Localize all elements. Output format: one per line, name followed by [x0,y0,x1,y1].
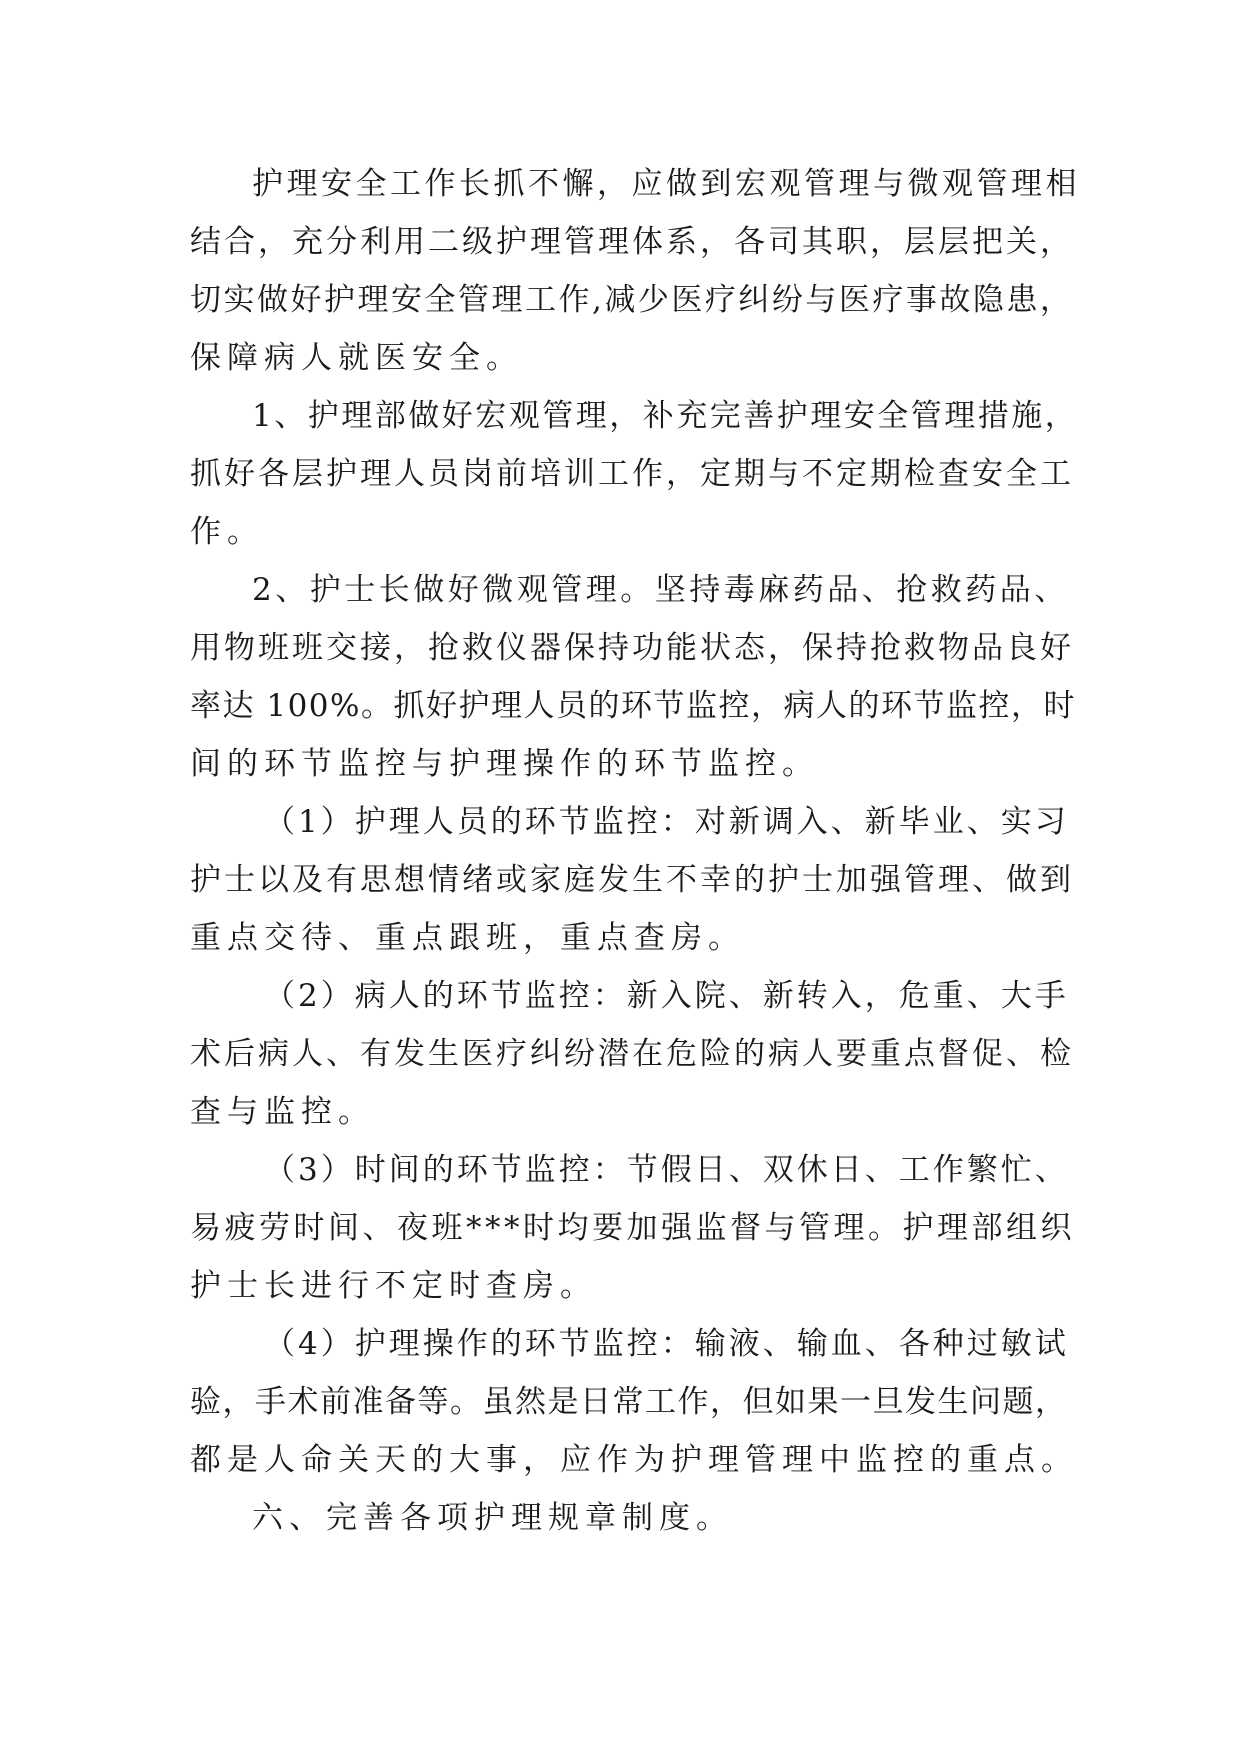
paragraph-line: 易疲劳时间、夜班***时均要加强监督与管理。护理部组织 [190,1210,1075,1246]
paragraph-line: 验，手术前准备等。虽然是日常工作，但如果一旦发生问题， [190,1384,1068,1420]
paragraph-line: 用物班班交接，抢救仪器保持功能状态，保持抢救物品良好 [190,630,1074,666]
paragraph-line: 2、护士长做好微观管理。坚持毒麻药品、抢救药品、 [252,572,1069,608]
paragraph-line: 作。 [190,514,264,550]
paragraph-line: 保障病人就医安全。 [190,340,523,376]
paragraph-line: 都是人命关天的大事，应作为护理管理中监控的重点。 [190,1442,1078,1478]
paragraph-line: 查与监控。 [190,1094,375,1130]
paragraph-line: 结合，充分利用二级护理管理体系，各司其职，层层把关， [190,224,1074,260]
paragraph-line: （1）护理人员的环节监控：对新调入、新毕业、实习 [264,804,1069,840]
paragraph-line: 术后病人、有发生医疗纠纷潜在危险的病人要重点督促、检 [190,1036,1074,1072]
paragraph-line: 护士以及有思想情绪或家庭发生不幸的护士加强管理、做到 [190,862,1074,898]
paragraph-line: （2）病人的环节监控：新入院、新转入，危重、大手 [264,978,1069,1014]
paragraph-line: （4）护理操作的环节监控：输液、输血、各种过敏试 [264,1326,1069,1362]
paragraph-line: 重点交待、重点跟班，重点查房。 [190,920,745,956]
paragraph-line: 护理安全工作长抓不懈，应做到宏观管理与微观管理相 [252,166,1080,202]
paragraph-line: （3）时间的环节监控：节假日、双休日、工作繁忙、 [264,1152,1069,1188]
section-heading: 六、完善各项护理规章制度。 [252,1500,733,1536]
paragraph-line: 抓好各层护理人员岗前培训工作，定期与不定期检查安全工 [190,456,1074,492]
paragraph-line: 率达 100%。抓好护理人员的环节监控，病人的环节监控，时 [190,688,1076,724]
paragraph-line: 1、护理部做好宏观管理，补充完善护理安全管理措施， [252,398,1079,434]
paragraph-line: 间的环节监控与护理操作的环节监控。 [190,746,819,782]
paragraph-line: 护士长进行不定时查房。 [190,1268,597,1304]
paragraph-line: 切实做好护理安全管理工作,减少医疗纠纷与医疗事故隐患， [190,282,1074,318]
